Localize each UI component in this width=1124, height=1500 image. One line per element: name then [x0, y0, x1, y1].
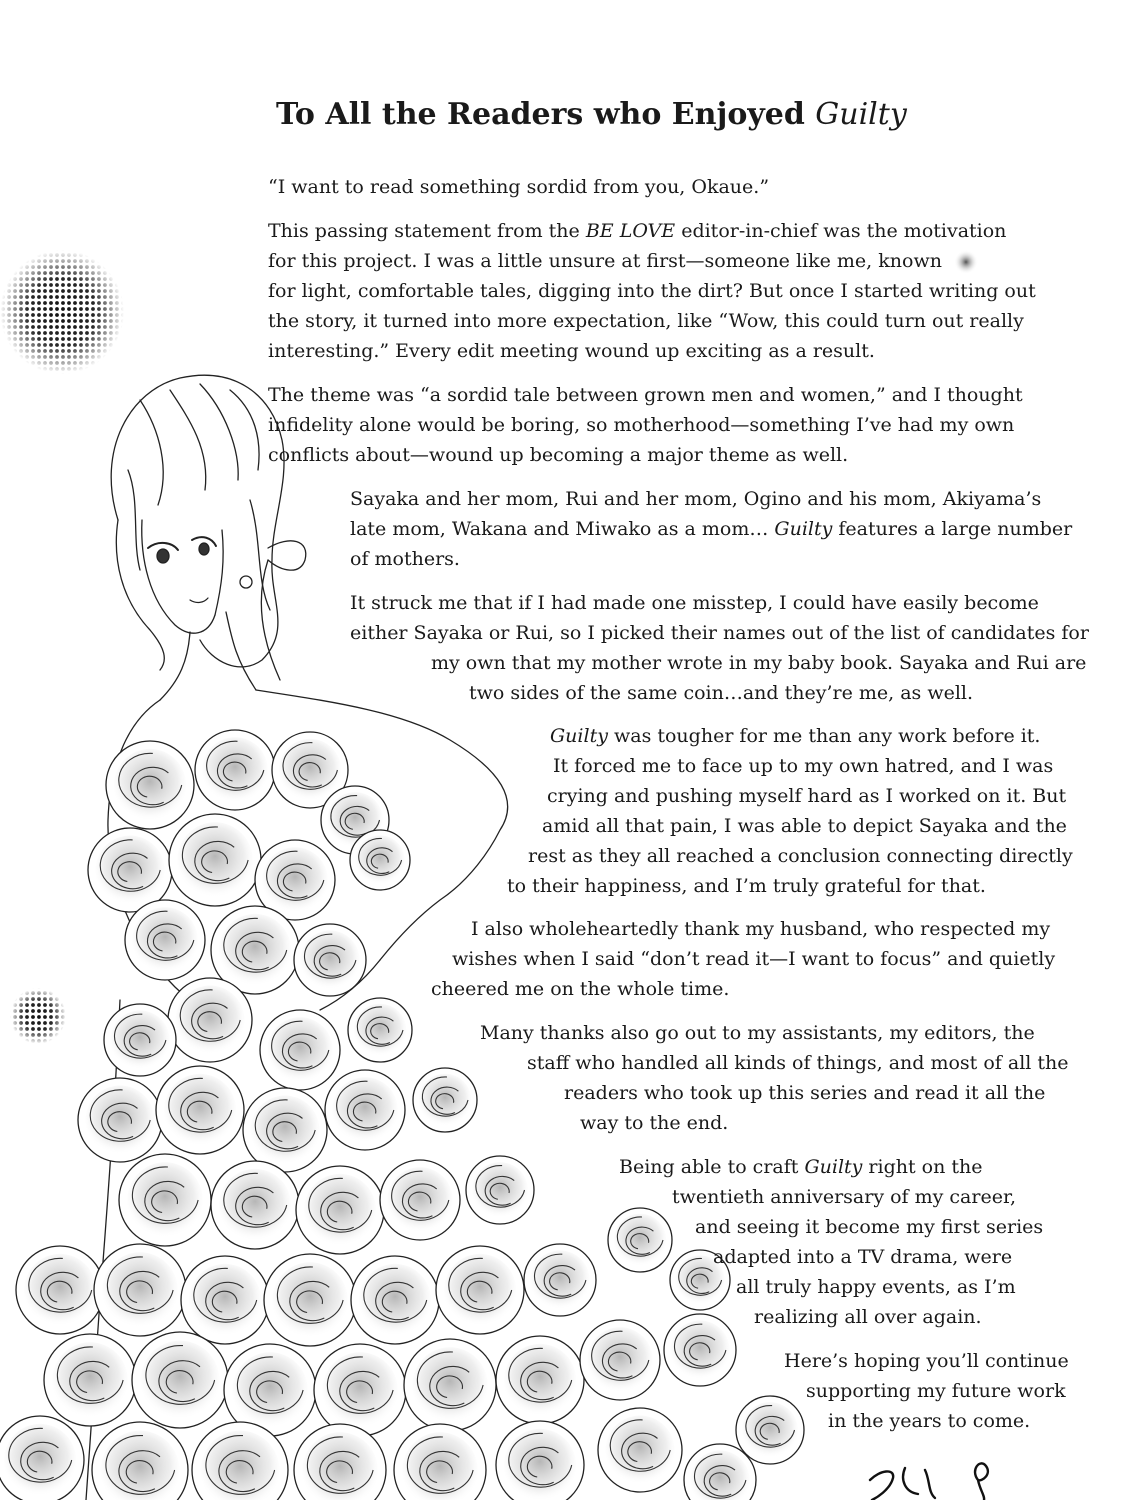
- text-line: [564, 1084, 1045, 1103]
- text-run: staff who handled all kinds of things, and most of all the: [527, 1052, 1069, 1074]
- text-line: [806, 1382, 1066, 1401]
- rose-flower: [608, 1208, 672, 1272]
- text-run: crying and pushing myself hard as I worked on it. But: [547, 785, 1067, 807]
- rose-flower: [44, 1334, 136, 1426]
- text-line: [550, 727, 1040, 746]
- rose-flower: [88, 828, 172, 912]
- text-line: [471, 920, 1050, 939]
- text-run: features a large number: [832, 518, 1073, 540]
- text-run: cheered me on the whole time.: [431, 978, 730, 1000]
- text-run: This passing statement from the: [268, 220, 586, 242]
- text-run: wishes when I said “don’t read it—I want to focus” and quietly: [452, 948, 1056, 970]
- text-run: my own that my mother wrote in my baby book. Sayaka and Rui are: [431, 652, 1087, 674]
- rose-flower: [664, 1314, 736, 1386]
- text-line: [350, 624, 1089, 643]
- text-run: readers who took up this series and read it all the: [564, 1082, 1046, 1104]
- text-line: [268, 342, 875, 361]
- text-line: [713, 1248, 1012, 1267]
- text-run: infidelity alone would be boring, so motherhood—something I’ve had my own: [268, 414, 1015, 436]
- text-line: [350, 520, 1072, 539]
- text-run: “I want to read something sordid from you, Okaue.”: [268, 176, 770, 198]
- italic-title-ref: Guilty: [804, 1156, 863, 1178]
- rose-flower: [404, 1339, 496, 1431]
- text-run: for light, comfortable tales, digging into the dirt? But once I started writing out: [268, 280, 1036, 302]
- rose-flower: [156, 1066, 244, 1154]
- rose-flower: [264, 1254, 356, 1346]
- text-line: [736, 1278, 1016, 1297]
- rose-flower: [598, 1408, 682, 1492]
- text-run: the story, it turned into more expectation, like “Wow, this could turn out really: [268, 310, 1024, 332]
- rose-flower: [211, 1161, 299, 1249]
- text-line: [507, 877, 986, 896]
- rose-flower: [195, 730, 275, 810]
- text-line: [350, 490, 1041, 509]
- text-run: Many thanks also go out to my assistants, my editors, the: [480, 1022, 1035, 1044]
- text-line: [672, 1188, 1016, 1207]
- page-title: To All the Readers who Enjoyed Guilty: [276, 97, 907, 132]
- rose-flower: [325, 1070, 405, 1150]
- text-line: [268, 416, 1014, 435]
- rose-flower: [314, 1344, 406, 1436]
- rose-flower: [351, 1256, 439, 1344]
- text-line: [268, 386, 1023, 405]
- text-line: [431, 654, 1086, 673]
- text-run: Here’s hoping you’ll continue: [784, 1350, 1069, 1372]
- rose-flower: [413, 1068, 477, 1132]
- rose-flower: [294, 924, 366, 996]
- rose-flower: [380, 1160, 460, 1240]
- text-run: I also wholeheartedly thank my husband, who respected my: [471, 918, 1051, 940]
- text-line: [268, 282, 1036, 301]
- text-run: right on the: [862, 1156, 983, 1178]
- rose-flower: [436, 1246, 524, 1334]
- text-run: It forced me to face up to my own hatred, and I was: [553, 755, 1054, 777]
- text-line: [268, 252, 942, 271]
- italic-title-ref: BE LOVE: [585, 220, 676, 242]
- text-line: [469, 684, 973, 703]
- text-run: two sides of the same coin…and they’re me, as well.: [469, 682, 974, 704]
- text-run: to their happiness, and I’m truly grateful for that.: [507, 875, 986, 897]
- rose-flower: [394, 1424, 486, 1500]
- text-run: Being able to craft: [619, 1156, 805, 1178]
- text-run: twentieth anniversary of my career,: [672, 1186, 1016, 1208]
- text-run: of mothers.: [350, 548, 460, 570]
- text-line: [350, 594, 1039, 613]
- rose-flower: [496, 1421, 584, 1500]
- rose-flower: [580, 1320, 660, 1400]
- text-line: [268, 312, 1024, 331]
- text-run: It struck me that if I had made one misstep, I could have easily become: [350, 592, 1039, 614]
- text-run: interesting.” Every edit meeting wound up exciting as a result.: [268, 340, 875, 362]
- rose-flower: [348, 998, 412, 1062]
- text-line: [350, 550, 460, 569]
- halftone-circle-decoration: [8, 986, 70, 1048]
- text-line: [580, 1114, 728, 1133]
- text-run: in the years to come.: [828, 1410, 1031, 1432]
- text-run: was tougher for me than any work before it.: [607, 725, 1041, 747]
- text-line: [452, 950, 1055, 969]
- italic-title-ref: Guilty: [550, 725, 608, 747]
- text-run: conflicts about—wound up becoming a major theme as well.: [268, 444, 849, 466]
- text-line: [553, 757, 1053, 776]
- text-line: [431, 980, 729, 999]
- text-run: supporting my future work: [806, 1380, 1066, 1402]
- text-run: and seeing it become my first series: [695, 1216, 1044, 1238]
- text-line: [754, 1308, 982, 1327]
- rose-flower: [106, 741, 194, 829]
- signature: [870, 1463, 988, 1500]
- halftone-circle-decoration: [0, 248, 126, 376]
- rose-flower: [125, 900, 205, 980]
- rose-flower: [92, 1422, 188, 1500]
- rose-flower: [350, 830, 410, 890]
- text-line: [619, 1158, 983, 1177]
- text-line: [528, 847, 1073, 866]
- text-run: rest as they all reached a conclusion connecting directly: [528, 845, 1073, 867]
- text-line: [784, 1352, 1069, 1371]
- rose-flower: [294, 1424, 386, 1500]
- rose-flower: [524, 1244, 596, 1316]
- text-run: late mom, Wakana and Miwako as a mom…: [350, 518, 775, 540]
- rose-flower: [496, 1336, 584, 1424]
- text-line: [268, 446, 848, 465]
- rose-flower: [0, 1416, 84, 1500]
- text-line: [480, 1024, 1035, 1043]
- rose-flower: [243, 1088, 327, 1172]
- text-line: [542, 817, 1067, 836]
- rose-flower: [466, 1156, 534, 1224]
- rose-flower: [16, 1246, 104, 1334]
- text-run: realizing all over again.: [754, 1306, 982, 1328]
- text-line: [268, 178, 769, 197]
- text-run: Sayaka and her mom, Rui and her mom, Ogino and his mom, Akiyama’s: [350, 488, 1042, 510]
- text-line: [527, 1054, 1069, 1073]
- rose-flower: [78, 1078, 162, 1162]
- sparkle-decoration: [954, 250, 978, 274]
- text-line: [828, 1412, 1030, 1431]
- text-run: amid all that pain, I was able to depict Sayaka and the: [542, 815, 1067, 837]
- rose-flower: [296, 1166, 384, 1254]
- text-run: The theme was “a sordid tale between grown men and women,” and I thought: [268, 384, 1023, 406]
- rose-flower: [181, 1256, 269, 1344]
- rose-flower: [132, 1332, 228, 1428]
- rose-flower: [119, 1154, 211, 1246]
- rose-flower: [169, 814, 261, 906]
- rose-flower: [260, 1010, 340, 1090]
- text-run: adapted into a TV drama, were: [713, 1246, 1013, 1268]
- rose-flower: [168, 978, 252, 1062]
- rose-flower: [104, 1004, 176, 1076]
- italic-title-ref: Guilty: [774, 518, 833, 540]
- rose-flower: [736, 1396, 804, 1464]
- text-run: editor-in-chief was the motivation: [675, 220, 1007, 242]
- text-line: [547, 787, 1066, 806]
- text-run: for this project. I was a little unsure at first—someone like me, known: [268, 250, 942, 272]
- text-line: [268, 222, 1006, 241]
- text-run: either Sayaka or Rui, so I picked their names out of the list of candidates for: [350, 622, 1089, 644]
- text-run: way to the end.: [580, 1112, 729, 1134]
- text-run: all truly happy events, as I’m: [736, 1276, 1016, 1298]
- rose-flower: [94, 1244, 186, 1336]
- text-line: [695, 1218, 1043, 1237]
